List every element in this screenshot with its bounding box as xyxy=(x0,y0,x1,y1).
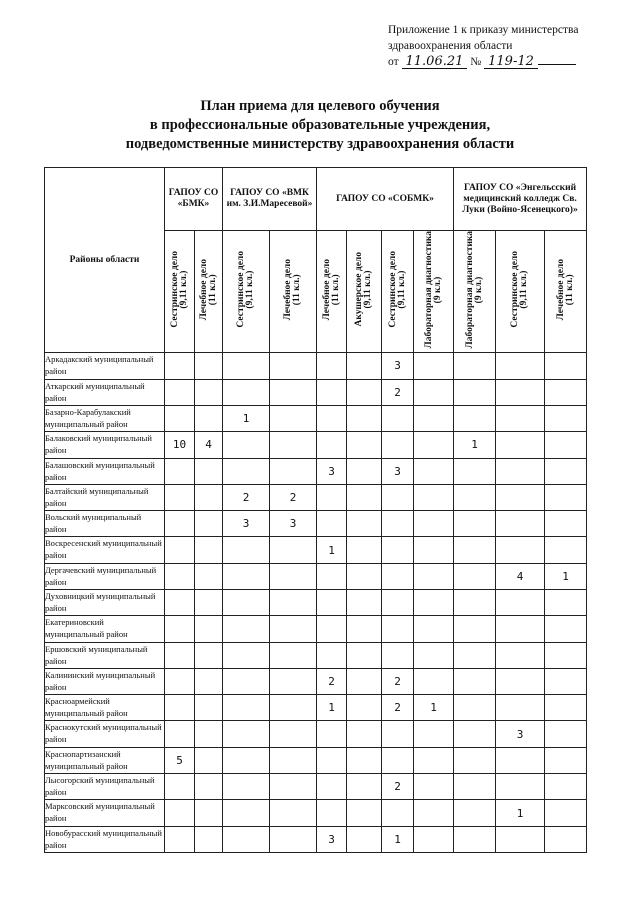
plan-value-cell: 2 xyxy=(382,668,414,694)
plan-value-cell xyxy=(165,616,195,642)
plan-value-cell xyxy=(382,484,414,510)
specialty-header xyxy=(496,231,545,353)
plan-value-cell xyxy=(414,774,454,800)
plan-value-cell xyxy=(165,405,195,431)
plan-value-cell xyxy=(165,589,195,615)
district-name: Лысогорский муниципальный район xyxy=(45,774,165,800)
plan-value-cell: 3 xyxy=(317,826,347,852)
plan-value-cell: 1 xyxy=(317,695,347,721)
specialty-label: Сестринское дело (9,11 кл.) xyxy=(236,251,255,328)
plan-value-cell xyxy=(195,353,223,379)
plan-value-cell xyxy=(347,484,382,510)
plan-value-cell xyxy=(382,511,414,537)
plan-value-cell xyxy=(195,800,223,826)
plan-value-cell xyxy=(496,432,545,458)
district-name: Краснокутский муниципальный район xyxy=(45,721,165,747)
plan-value-cell xyxy=(454,668,496,694)
plan-value-cell: 3 xyxy=(382,353,414,379)
plan-value-cell xyxy=(382,721,414,747)
plan-value-cell xyxy=(496,826,545,852)
plan-value-cell xyxy=(347,379,382,405)
plan-value-cell xyxy=(454,458,496,484)
plan-value-cell xyxy=(165,379,195,405)
plan-value-cell xyxy=(317,721,347,747)
specialty-label: Лабораторная диагностика (9 кл.) xyxy=(423,231,443,349)
plan-value-cell xyxy=(382,616,414,642)
plan-value-cell xyxy=(454,353,496,379)
plan-value-cell xyxy=(496,774,545,800)
plan-value-cell xyxy=(414,589,454,615)
plan-value-cell xyxy=(347,774,382,800)
plan-value-cell xyxy=(496,484,545,510)
plan-value-cell xyxy=(414,379,454,405)
plan-value-cell xyxy=(165,458,195,484)
district-name: Балаковский муниципальный район xyxy=(45,432,165,458)
plan-value-cell xyxy=(270,537,317,563)
table-row xyxy=(45,563,587,589)
plan-value-cell: 2 xyxy=(317,668,347,694)
plan-value-cell xyxy=(165,668,195,694)
appendix-date-line xyxy=(388,54,578,70)
plan-value-cell xyxy=(317,616,347,642)
plan-value-cell xyxy=(347,721,382,747)
plan-value-cell xyxy=(195,458,223,484)
plan-value-cell xyxy=(382,800,414,826)
plan-value-cell xyxy=(195,563,223,589)
plan-value-cell xyxy=(414,721,454,747)
plan-value-cell xyxy=(195,484,223,510)
plan-value-cell xyxy=(165,774,195,800)
plan-value-cell: 1 xyxy=(223,405,270,431)
plan-value-cell xyxy=(165,695,195,721)
plan-value-cell xyxy=(317,379,347,405)
plan-value-cell xyxy=(382,405,414,431)
plan-value-cell xyxy=(454,379,496,405)
specialty-header xyxy=(414,231,454,353)
plan-value-cell xyxy=(347,511,382,537)
table-row xyxy=(45,589,587,615)
specialty-header xyxy=(454,231,496,353)
district-name: Базарно-Карабулакский муниципальный район xyxy=(45,405,165,431)
plan-value-cell xyxy=(195,616,223,642)
plan-value-cell xyxy=(496,353,545,379)
table-row xyxy=(45,616,587,642)
plan-value-cell xyxy=(347,537,382,563)
plan-value-cell xyxy=(223,747,270,773)
plan-value-cell xyxy=(270,353,317,379)
plan-value-cell xyxy=(317,405,347,431)
plan-value-cell: 5 xyxy=(165,747,195,773)
plan-value-cell xyxy=(454,800,496,826)
plan-value-cell xyxy=(195,774,223,800)
plan-value-cell xyxy=(454,405,496,431)
plan-value-cell: 3 xyxy=(382,458,414,484)
specialty-header xyxy=(382,231,414,353)
plan-value-cell xyxy=(317,432,347,458)
table-row xyxy=(45,379,587,405)
plan-value-cell xyxy=(496,511,545,537)
plan-value-cell xyxy=(454,484,496,510)
plan-value-cell xyxy=(414,826,454,852)
plan-value-cell xyxy=(414,642,454,668)
plan-value-cell xyxy=(347,353,382,379)
plan-value-cell xyxy=(223,353,270,379)
district-name: Екатериновский муниципальный район xyxy=(45,616,165,642)
plan-value-cell xyxy=(317,589,347,615)
plan-value-cell xyxy=(195,511,223,537)
plan-value-cell xyxy=(545,747,587,773)
plan-value-cell xyxy=(414,458,454,484)
plan-value-cell xyxy=(382,589,414,615)
plan-value-cell xyxy=(270,458,317,484)
plan-value-cell xyxy=(317,747,347,773)
plan-value-cell xyxy=(347,589,382,615)
plan-value-cell: 1 xyxy=(545,563,587,589)
plan-value-cell xyxy=(545,695,587,721)
table-row xyxy=(45,774,587,800)
plan-value-cell xyxy=(347,642,382,668)
district-name: Балтайский муниципальный район xyxy=(45,484,165,510)
table-row xyxy=(45,721,587,747)
plan-value-cell xyxy=(545,484,587,510)
plan-value-cell: 3 xyxy=(270,511,317,537)
plan-value-cell xyxy=(223,563,270,589)
college-header: ГАПОУ СО «СОБМК» xyxy=(317,168,454,231)
specialty-label: Лабораторная диагностика (9 кл.) xyxy=(464,231,484,349)
plan-value-cell xyxy=(545,511,587,537)
plan-value-cell: 10 xyxy=(165,432,195,458)
plan-value-cell xyxy=(165,484,195,510)
plan-value-cell xyxy=(223,800,270,826)
specialty-label: Лечебное дело (11 кл.) xyxy=(321,259,341,321)
district-name: Калининский муниципальный район xyxy=(45,668,165,694)
table-row xyxy=(45,642,587,668)
plan-value-cell xyxy=(454,537,496,563)
plan-value-cell xyxy=(195,589,223,615)
plan-value-cell xyxy=(454,511,496,537)
plan-value-cell xyxy=(195,668,223,694)
number-label: № xyxy=(470,56,482,68)
plan-value-cell xyxy=(223,721,270,747)
plan-value-cell xyxy=(195,379,223,405)
table-row xyxy=(45,800,587,826)
specialty-header xyxy=(545,231,587,353)
plan-value-cell xyxy=(414,484,454,510)
plan-value-cell xyxy=(454,563,496,589)
plan-value-cell xyxy=(382,747,414,773)
plan-value-cell xyxy=(317,511,347,537)
plan-value-cell xyxy=(347,695,382,721)
plan-value-cell xyxy=(496,642,545,668)
plan-value-cell xyxy=(496,537,545,563)
appendix-block xyxy=(388,22,578,70)
plan-value-cell xyxy=(347,668,382,694)
title-line-3: подведомственные министерству здравоохранения области xyxy=(125,136,515,152)
plan-value-cell xyxy=(496,747,545,773)
plan-value-cell xyxy=(545,432,587,458)
plan-value-cell: 3 xyxy=(496,721,545,747)
title-line-2: в профессиональные образовательные учреждения, xyxy=(149,117,491,133)
plan-value-cell xyxy=(195,695,223,721)
plan-value-cell xyxy=(414,353,454,379)
specialty-header xyxy=(165,231,195,353)
plan-value-cell xyxy=(270,589,317,615)
district-name: Марксовский муниципальный район xyxy=(45,800,165,826)
plan-value-cell xyxy=(195,642,223,668)
specialty-label: Лечебное дело (11 кл.) xyxy=(555,259,575,321)
plan-value-cell xyxy=(223,379,270,405)
plan-value-cell xyxy=(545,405,587,431)
plan-value-cell xyxy=(270,379,317,405)
plan-value-cell xyxy=(454,589,496,615)
plan-value-cell xyxy=(454,774,496,800)
plan-value-cell xyxy=(165,511,195,537)
plan-value-cell xyxy=(414,747,454,773)
specialty-header xyxy=(195,231,223,353)
plan-value-cell xyxy=(545,353,587,379)
specialty-header xyxy=(223,231,270,353)
plan-value-cell: 2 xyxy=(382,695,414,721)
district-name: Новобурасский муниципальный район xyxy=(45,826,165,852)
plan-value-cell xyxy=(317,774,347,800)
plan-value-cell xyxy=(545,379,587,405)
appendix-line-2: здравоохранения области xyxy=(388,40,513,52)
plan-value-cell xyxy=(165,800,195,826)
plan-value-cell xyxy=(317,484,347,510)
plan-value-cell xyxy=(545,642,587,668)
plan-value-cell: 4 xyxy=(496,563,545,589)
plan-value-cell: 2 xyxy=(223,484,270,510)
district-column-header: Районы области xyxy=(45,168,165,353)
plan-value-cell xyxy=(317,800,347,826)
plan-value-cell xyxy=(414,616,454,642)
plan-value-cell xyxy=(347,458,382,484)
plan-value-cell xyxy=(496,405,545,431)
group-header-row xyxy=(45,168,587,231)
appendix-line-1: Приложение 1 к приказу министерства xyxy=(388,24,579,36)
plan-value-cell: 1 xyxy=(317,537,347,563)
plan-value-cell xyxy=(414,432,454,458)
plan-value-cell xyxy=(545,800,587,826)
specialty-label: Лечебное дело (11 кл.) xyxy=(283,259,302,321)
plan-value-cell xyxy=(317,563,347,589)
plan-value-cell xyxy=(347,747,382,773)
plan-value-cell xyxy=(496,616,545,642)
plan-value-cell xyxy=(195,537,223,563)
plan-value-cell xyxy=(454,747,496,773)
plan-value-cell xyxy=(347,826,382,852)
district-name: Ершовский муниципальный район xyxy=(45,642,165,668)
plan-value-cell xyxy=(270,405,317,431)
table-row xyxy=(45,511,587,537)
plan-value-cell: 1 xyxy=(496,800,545,826)
plan-value-cell xyxy=(347,405,382,431)
plan-value-cell xyxy=(270,668,317,694)
plan-value-cell xyxy=(347,800,382,826)
table-row xyxy=(45,826,587,852)
plan-value-cell xyxy=(545,721,587,747)
plan-value-cell xyxy=(223,774,270,800)
specialty-label: Сестринское дело (9,11 кл.) xyxy=(387,251,407,328)
plan-value-cell xyxy=(270,563,317,589)
district-name: Красноармейский муниципальный район xyxy=(45,695,165,721)
plan-value-cell xyxy=(223,668,270,694)
plan-value-cell xyxy=(496,695,545,721)
plan-value-cell xyxy=(382,642,414,668)
table-row xyxy=(45,668,587,694)
specialty-label: Сестринское дело (9,11 кл.) xyxy=(169,251,189,328)
plan-value-cell xyxy=(195,826,223,852)
plan-value-cell xyxy=(270,774,317,800)
plan-value-cell xyxy=(496,379,545,405)
plan-value-cell xyxy=(223,458,270,484)
table-row xyxy=(45,537,587,563)
district-name: Балашовский муниципальный район xyxy=(45,458,165,484)
plan-value-cell xyxy=(496,458,545,484)
plan-value-cell xyxy=(454,616,496,642)
plan-value-cell xyxy=(270,747,317,773)
plan-value-cell xyxy=(195,721,223,747)
from-label: от xyxy=(388,56,399,68)
plan-value-cell xyxy=(414,537,454,563)
specialty-label: Сестринское дело (9,11 кл.) xyxy=(510,251,529,328)
plan-value-cell xyxy=(270,695,317,721)
plan-value-cell xyxy=(414,511,454,537)
plan-value-cell xyxy=(270,616,317,642)
plan-value-cell: 1 xyxy=(414,695,454,721)
district-name: Краснопартизанский муниципальный район xyxy=(45,747,165,773)
plan-value-cell xyxy=(545,537,587,563)
plan-value-cell xyxy=(165,563,195,589)
college-header: ГАПОУ СО «БМК» xyxy=(165,168,223,231)
college-header: ГАПОУ СО «Энгельсский медицинский колледж Св. Луки (Войно-Ясенецкого)» xyxy=(454,168,587,231)
plan-value-cell xyxy=(270,432,317,458)
plan-value-cell xyxy=(195,405,223,431)
plan-value-cell xyxy=(496,668,545,694)
plan-value-cell xyxy=(382,432,414,458)
plan-value-cell xyxy=(223,432,270,458)
specialty-header xyxy=(347,231,382,353)
plan-value-cell: 2 xyxy=(382,774,414,800)
table-body xyxy=(45,353,587,853)
table-row xyxy=(45,405,587,431)
district-name: Аткарский муниципальный район xyxy=(45,379,165,405)
plan-value-cell xyxy=(347,432,382,458)
plan-value-cell xyxy=(545,774,587,800)
specialty-label: Акушерское дело (9,11 кл.) xyxy=(354,252,373,327)
district-name: Воскресенский муниципальный район xyxy=(45,537,165,563)
signature-underline xyxy=(538,54,576,65)
plan-value-cell xyxy=(270,642,317,668)
plan-value-cell xyxy=(496,589,545,615)
order-number: 119-12 xyxy=(484,55,538,69)
plan-value-cell xyxy=(165,826,195,852)
plan-value-cell xyxy=(317,642,347,668)
plan-value-cell xyxy=(414,800,454,826)
plan-value-cell xyxy=(317,353,347,379)
plan-value-cell xyxy=(545,826,587,852)
page-title xyxy=(60,97,580,154)
specialty-header xyxy=(317,231,347,353)
plan-value-cell xyxy=(545,458,587,484)
table-row xyxy=(45,353,587,379)
table-row xyxy=(45,747,587,773)
plan-value-cell xyxy=(270,800,317,826)
plan-value-cell: 1 xyxy=(454,432,496,458)
plan-value-cell xyxy=(347,616,382,642)
plan-value-cell xyxy=(414,563,454,589)
plan-value-cell xyxy=(165,721,195,747)
plan-value-cell xyxy=(223,616,270,642)
district-name: Дергачевский муниципальный район xyxy=(45,563,165,589)
table-row xyxy=(45,432,587,458)
table-row xyxy=(45,695,587,721)
district-name: Вольский муниципальный район xyxy=(45,511,165,537)
plan-value-cell xyxy=(545,616,587,642)
plan-value-cell: 3 xyxy=(223,511,270,537)
title-line-1: План приема для целевого обучения xyxy=(200,98,440,114)
plan-value-cell xyxy=(414,405,454,431)
plan-value-cell xyxy=(270,721,317,747)
plan-value-cell xyxy=(223,537,270,563)
plan-value-cell: 3 xyxy=(317,458,347,484)
plan-value-cell: 1 xyxy=(382,826,414,852)
specialty-label: Лечебное дело (11 кл.) xyxy=(198,259,218,321)
plan-value-cell xyxy=(454,826,496,852)
plan-value-cell xyxy=(347,563,382,589)
plan-value-cell xyxy=(414,668,454,694)
plan-value-cell xyxy=(545,668,587,694)
plan-value-cell xyxy=(382,563,414,589)
plan-value-cell xyxy=(382,537,414,563)
district-name: Аркадакский муниципальный район xyxy=(45,353,165,379)
plan-value-cell: 4 xyxy=(195,432,223,458)
plan-value-cell xyxy=(223,642,270,668)
plan-value-cell xyxy=(454,642,496,668)
specialty-header xyxy=(270,231,317,353)
plan-value-cell xyxy=(545,589,587,615)
district-name: Духовницкий муниципальный район xyxy=(45,589,165,615)
plan-value-cell xyxy=(223,695,270,721)
college-header: ГАПОУ СО «ВМК им. З.И.Маресевой» xyxy=(223,168,317,231)
plan-value-cell xyxy=(270,826,317,852)
plan-value-cell: 2 xyxy=(382,379,414,405)
plan-value-cell: 2 xyxy=(270,484,317,510)
plan-value-cell xyxy=(223,589,270,615)
plan-value-cell xyxy=(165,537,195,563)
admission-plan-table xyxy=(44,167,587,853)
plan-value-cell xyxy=(454,695,496,721)
table-row xyxy=(45,458,587,484)
plan-value-cell xyxy=(165,642,195,668)
order-date: 11.06.21 xyxy=(402,55,468,69)
plan-value-cell xyxy=(454,721,496,747)
plan-value-cell xyxy=(195,747,223,773)
plan-value-cell xyxy=(165,353,195,379)
plan-value-cell xyxy=(223,826,270,852)
table-row xyxy=(45,484,587,510)
